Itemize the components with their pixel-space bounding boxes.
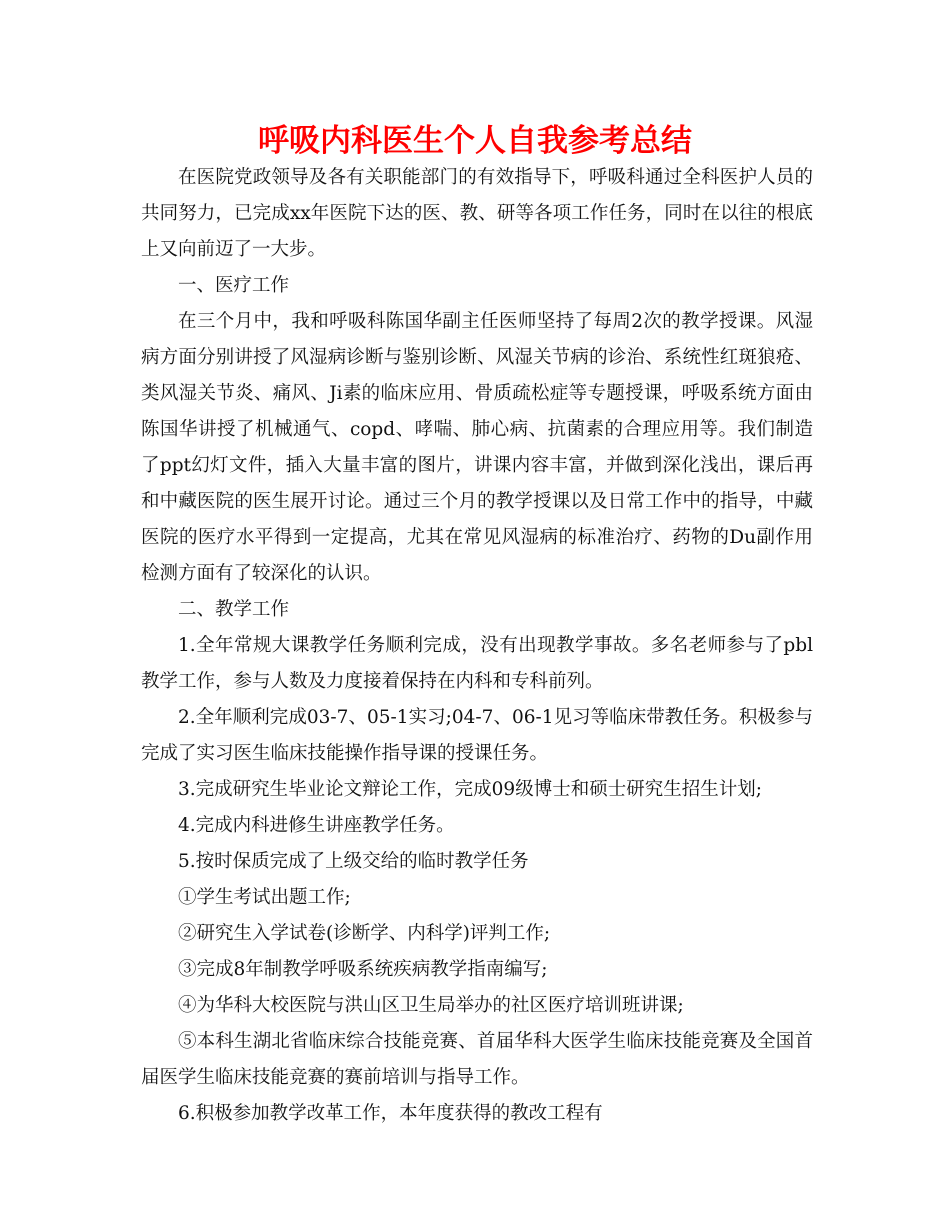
list-item: 6.积极参加教学改革工作，本年度获得的教改工程有 — [178, 1103, 603, 1124]
list-item: 3.完成研究生毕业论文辩论工作，完成09级博士和硕士研究生招生计划; — [178, 779, 762, 800]
list-item: 2.全年顺利完成03-7、05-1实习;04-7、06-1见习等临床带教任务。积极参与完成了实习医生临床技能操作指导课的授课任务。 — [141, 707, 813, 764]
paragraph-medical-work: 在三个月中，我和呼吸科陈国华副主任医师坚持了每周2次的教学授课。风湿病方面分别讲授了风湿病诊断与鉴别诊断、风湿关节病的诊治、系统性红斑狼疮、类风湿关节炎、痛风、Ji素的临床应用、骨质疏松症等专题授课，呼吸系统方面由陈国华讲授了机械通气、copd、哮喘、肺心病、抗菌素的合理应用等。我们制造了ppt幻灯文件，插入大量丰富的图片，讲课内容丰富，并做到深化浅出，课后再和中藏医院的医生展开讨论。通过三个月的教学授课以及日常工作中的指导，中藏医院的医疗水平得到一定提高，尤其在常见风湿病的标准治疗、药物的Du副作用检测方面有了较深化的认识。 — [141, 311, 813, 584]
list-item: 4.完成内科进修生讲座教学任务。 — [178, 815, 455, 836]
sub-list-item: ⑤本科生湖北省临床综合技能竞赛、首届华科大医学生临床技能竞赛及全国首届医学生临床技能竞赛的赛前培训与指导工作。 — [141, 1031, 813, 1088]
list-item: 1.全年常规大课教学任务顺利完成，没有出现教学事故。多名老师参与了pbl教学工作，参与人数及力度接着保持在内科和专科前列。 — [141, 635, 813, 692]
sub-list-item: ④为华科大校医院与洪山区卫生局举办的社区医疗培训班讲课; — [178, 995, 684, 1016]
sub-list-item: ③完成8年制教学呼吸系统疾病教学指南编写; — [178, 959, 548, 980]
section-heading-teaching: 二、教学工作 — [178, 599, 290, 620]
sub-list-item: ①学生考试出题工作; — [178, 887, 351, 908]
sub-list-item: ②研究生入学试卷(诊断学、内科学)评判工作; — [178, 923, 551, 944]
list-item: 5.按时保质完成了上级交给的临时教学任务 — [178, 851, 529, 872]
section-heading-medical: 一、医疗工作 — [178, 275, 290, 296]
document-body — [141, 160, 813, 1132]
paragraph-intro: 在医院党政领导及各有关职能部门的有效指导下，呼吸科通过全科医护人员的共同努力，已完成xx年医院下达的医、教、研等各项工作任务，同时在以往的根底上又向前迈了一大步。 — [141, 167, 813, 260]
document-title: 呼吸内科医生个人自我参考总结 — [258, 123, 692, 159]
